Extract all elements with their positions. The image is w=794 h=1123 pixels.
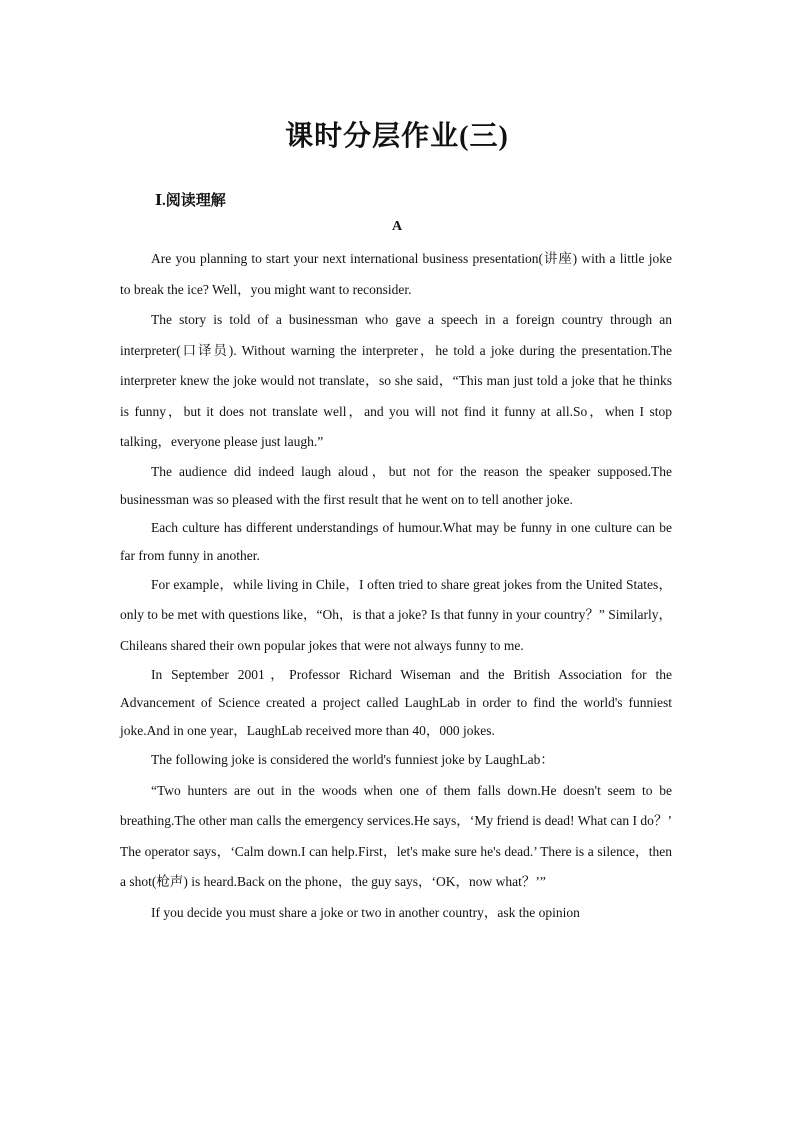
paragraph-8: “Two hunters are out in the woods when one of them falls down.He doesn't seem to be breathing.The other man calls the emergency services.He says，‘My friend is dead! What can I do？’ The operator says，‘Calm down.I can help.First，let's make sure he's dead.’ There is a silence，then a shot(枪声) is heard.Back on the phone，the guy says，‘OK，now what？’”	[120, 782, 672, 889]
paragraph-7: The following joke is considered the world's funniest joke by LaughLab：	[151, 752, 554, 767]
section-heading: Ⅰ.阅读理解	[155, 193, 226, 209]
paragraph-6: In September 2001，Professor Richard Wiseman and the British Association for the Advancement of Science created a project called LaughLab in order to find the world's funniest joke.And in one year，LaughLab received more than 40，000 jokes.	[120, 667, 672, 738]
passage-body	[120, 244, 672, 928]
paragraph-3: The audience did indeed laugh aloud，but not for the reason the speaker supposed.The businessman was so pleased with the first result that he went on to tell another joke.	[120, 463, 672, 507]
paragraph-9: If you decide you must share a joke or two in another country，ask the opinion	[151, 904, 580, 920]
paragraph-2: The story is told of a businessman who gave a speech in a foreign country through an interpreter(口译员). Without warning the interpreter，he told a joke during the presentation.The interpreter knew the joke would not translate，so she said，“This man just told a joke that he thinks is funny，but it does not translate well，and you will not find it funny at all.So，when I stop talking，everyone please just laugh.”	[120, 312, 672, 449]
paragraph-1: Are you planning to start your next international business presentation(讲座) with a little joke to break the ice? Well，you might want to reconsider.	[120, 251, 672, 297]
passage-label: A	[391, 219, 403, 234]
page-title: 课时分层作业(三)	[285, 121, 509, 152]
paragraph-4: Each culture has different understandings of humour.What may be funny in one culture can be far from funny in another.	[120, 519, 672, 563]
paragraph-5: For example，while living in Chile，I often tried to share great jokes from the United States，only to be met with questions like，“Oh，is that a joke? Is that funny in your country？” Similarly，Chileans shared their own popular jokes that were not always funny to me.	[120, 576, 672, 653]
